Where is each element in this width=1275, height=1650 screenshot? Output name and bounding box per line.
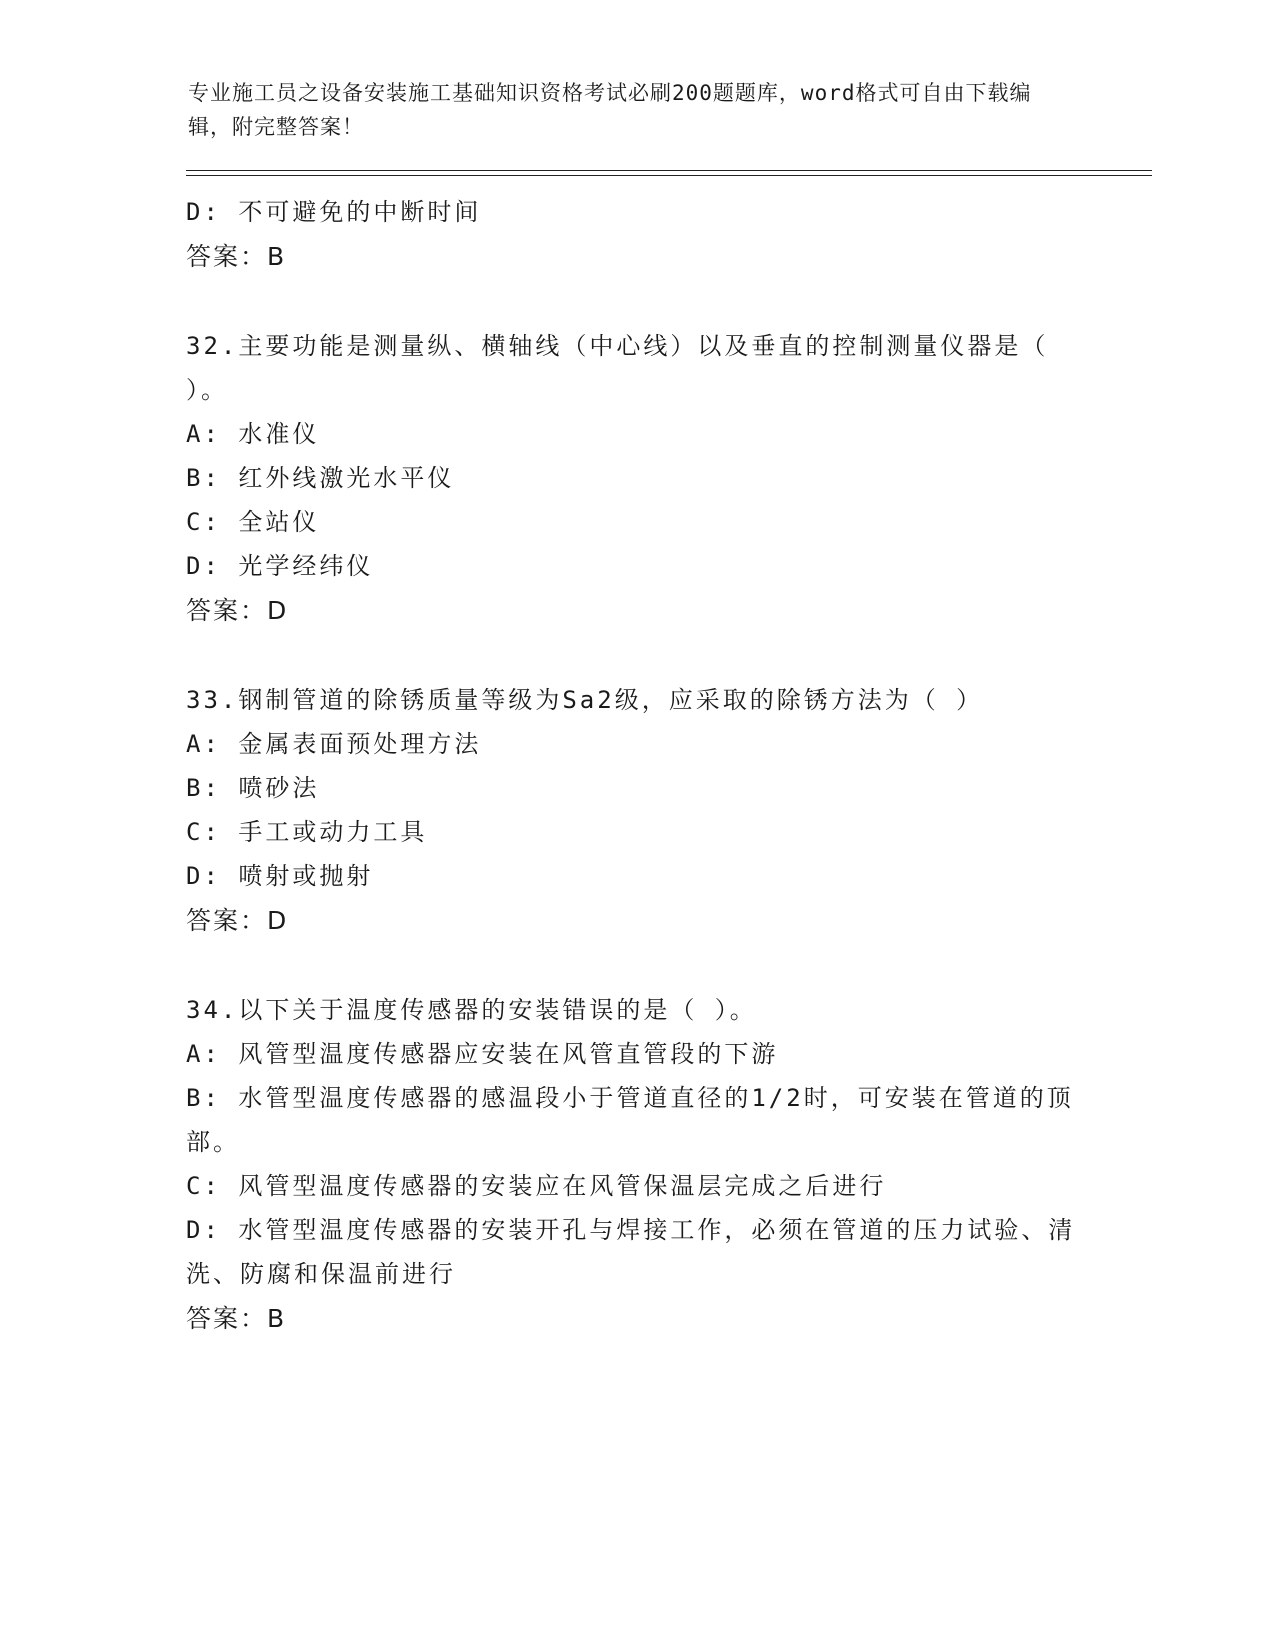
- option-b: B: 水管型温度传感器的感温段小于管道直径的1/2时，可安装在管道的顶部。: [186, 1084, 1074, 1156]
- option-d: D: 水管型温度传感器的安装开孔与焊接工作，必须在管道的压力试验、清洗、防腐和保温前进行: [186, 1216, 1076, 1288]
- spacer: [186, 944, 1076, 988]
- question-34: [186, 988, 1076, 1342]
- option-b: B: 红外线激光水平仪: [186, 464, 455, 492]
- question-33: [186, 678, 1076, 944]
- option-c: C: 手工或动力工具: [186, 818, 428, 846]
- question-content: [186, 190, 1076, 1342]
- answer: 答案：D: [186, 596, 289, 625]
- document-header: 专业施工员之设备安装施工基础知识资格考试必刷200题题库，word格式可自由下载编辑，附完整答案！: [188, 81, 1032, 139]
- question-32: [186, 324, 1076, 634]
- option-c: C: 风管型温度传感器的安装应在风管保温层完成之后进行: [186, 1172, 887, 1200]
- option-d: D: 不可避免的中断时间: [186, 198, 482, 226]
- option-a: A: 风管型温度传感器应安装在风管直管段的下游: [186, 1040, 779, 1068]
- option-d: D: 光学经纬仪: [186, 552, 374, 580]
- question-stem: 34.以下关于温度传感器的安装错误的是（ ）。: [186, 996, 757, 1024]
- option-d: D: 喷射或抛射: [186, 862, 374, 890]
- question-stem: 33.钢制管道的除锈质量等级为Sa2级，应采取的除锈方法为（ ）: [186, 686, 984, 714]
- option-b: B: 喷砂法: [186, 774, 320, 802]
- spacer: [186, 634, 1076, 678]
- option-a: A: 水准仪: [186, 420, 320, 448]
- option-c: C: 全站仪: [186, 508, 320, 536]
- header-rule-top: [186, 170, 1152, 171]
- header-rule-bottom: [186, 175, 1152, 176]
- option-a: A: 金属表面预处理方法: [186, 730, 482, 758]
- answer: 答案：B: [186, 242, 287, 271]
- answer: 答案：B: [186, 1304, 287, 1333]
- question-stem: 32.主要功能是测量纵、横轴线（中心线）以及垂直的控制测量仪器是（ ）。: [186, 332, 1049, 404]
- answer: 答案：D: [186, 906, 289, 935]
- spacer: [186, 280, 1076, 324]
